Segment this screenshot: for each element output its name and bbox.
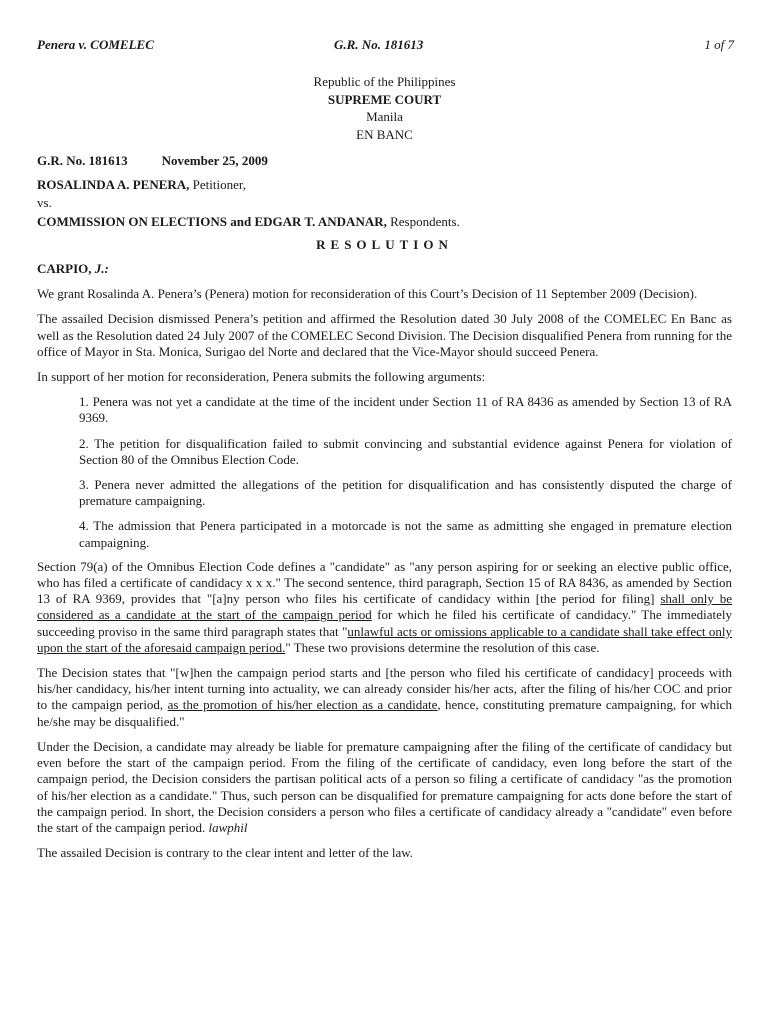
arguments-list (37, 394, 732, 551)
respondent-names: COMMISSION ON ELECTIONS and EDGAR T. ANDANAR, (37, 213, 387, 229)
respondent-role: Respondents. (386, 213, 460, 229)
argument-item: 1. Penera was not yet a candidate at the time of the incident under Section 11 of RA 8436 as amended by Section 13 of RA 9369. (79, 394, 732, 426)
resolution-title: RESOLUTION (316, 236, 453, 252)
paragraph-1: We grant Rosalinda A. Penera’s (Penera) motion for reconsideration of this Court’s Decision of 11 September 2009 (Decision). (37, 286, 698, 302)
running-header (37, 37, 734, 57)
paragraph-7: The assailed Decision is contrary to the clear intent and letter of the law. (37, 845, 414, 861)
case-date: November 25, 2009 (161, 153, 268, 168)
header-page-counter: 1 of 7 (704, 37, 734, 52)
respondent-line (37, 214, 732, 230)
paragraph-4: Section 79(a) of the Omnibus Election Code defines a "candidate" as "any person aspiring for or seeking an elective public office, who has filed a certificate of candidacy x x x." The second sentence, third paragraph, Section 15 of RA 8436, as amended by Section 13 of RA 9369, provides that "[a]ny person who files his certificate of candidacy within [the period for filing] shall only be considered as a candidate at the start of the campaign period for which he filed his certificate of candidacy." The immediately succeeding proviso in the same third paragraph states that "unlawful acts or omissions applicable to a candidate shall take effect only upon the start of the aforesaid campaign period." These two provisions determine the resolution of this case. (37, 558, 733, 655)
case-gr-number: G.R. No. 181613 (37, 153, 128, 168)
court-division: EN BANC (356, 126, 413, 142)
lawphil-mark: lawphil (208, 819, 248, 835)
case-number-line (37, 153, 732, 169)
court-name: SUPREME COURT (327, 91, 442, 107)
versus-line: vs. (37, 195, 52, 211)
paragraph-5: The Decision states that "[w]hen the campaign period starts and [the person who filed his certificate of candidacy] proceeds with his/her candidacy, his/her intent turning into actuality, we can already consider his/her acts, after the filing of his/her COC and prior to the campaign period, as the promotion of his/her election as a candidate, hence, constituting premature campaigning, for which he/she may be disqualified." (37, 665, 732, 729)
court-city: Manila (366, 109, 403, 124)
paragraph-2: The assailed Decision dismissed Penera’s petition and affirmed the Resolution dated 30 July 2008 of the COMELEC En Banc as well as the Resolution dated 24 July 2007 of the COMELEC Second Division. The Decision disqualified Penera from running for the office of Mayor in Sta. Monica, Surigao del Norte and declared that the Vice-Mayor should succeed Penera. (37, 311, 732, 359)
paragraph-6: Under the Decision, a candidate may already be liable for premature campaigning after the filing of the certificate of candidacy but even before the start of the campaign period. From the filing of the certificate of candidacy, even long before the start of the campaign period, the Decision considers the partisan political acts of a person so filing a certificate of candidacy "as the promotion of his/her election as a candidate." Thus, such person can be disqualified for premature campaigning for acts done before the start of the campaign period. In short, the Decision considers a person who files a certificate of candidacy already a "candidate" even before the start of the campaign period. lawphil (37, 738, 732, 835)
republic-line: Republic of the Philippines (313, 74, 456, 89)
header-gr-number: G.R. No. 181613 (334, 37, 424, 52)
argument-item: 3. Penera never admitted the allegations of the petition for disqualification and has consistently disputed the charge of premature campaigning. (79, 477, 732, 509)
document-body (37, 73, 732, 870)
header-case-title: Penera v. COMELEC (37, 37, 154, 52)
underlined-quote: unlawful acts or omissions applicable to a candidate shall take effect only upon the start of the aforesaid campaign period. (37, 623, 732, 655)
petitioner-name: ROSALINDA A. PENERA, (37, 177, 190, 193)
petitioner-role: Petitioner, (189, 177, 246, 193)
ponente: CARPIO, J.: (37, 261, 109, 277)
paragraph-3: In support of her motion for reconsideration, Penera submits the following arguments: (37, 369, 486, 385)
underlined-quote: shall only be considered as a candidate at the start of the campaign period (37, 591, 733, 623)
argument-item: 2. The petition for disqualification failed to submit convincing and substantial evidence against Penera for violation of Section 80 of the Omnibus Election Code. (79, 435, 732, 467)
underlined-quote: as the promotion of his/her election as a candidate (167, 697, 438, 713)
petitioner-line (37, 177, 732, 193)
argument-item: 4. The admission that Penera participated in a motorcade is not the same as admitting she engaged in premature election campaigning. (79, 518, 732, 550)
court-heading (37, 73, 732, 143)
